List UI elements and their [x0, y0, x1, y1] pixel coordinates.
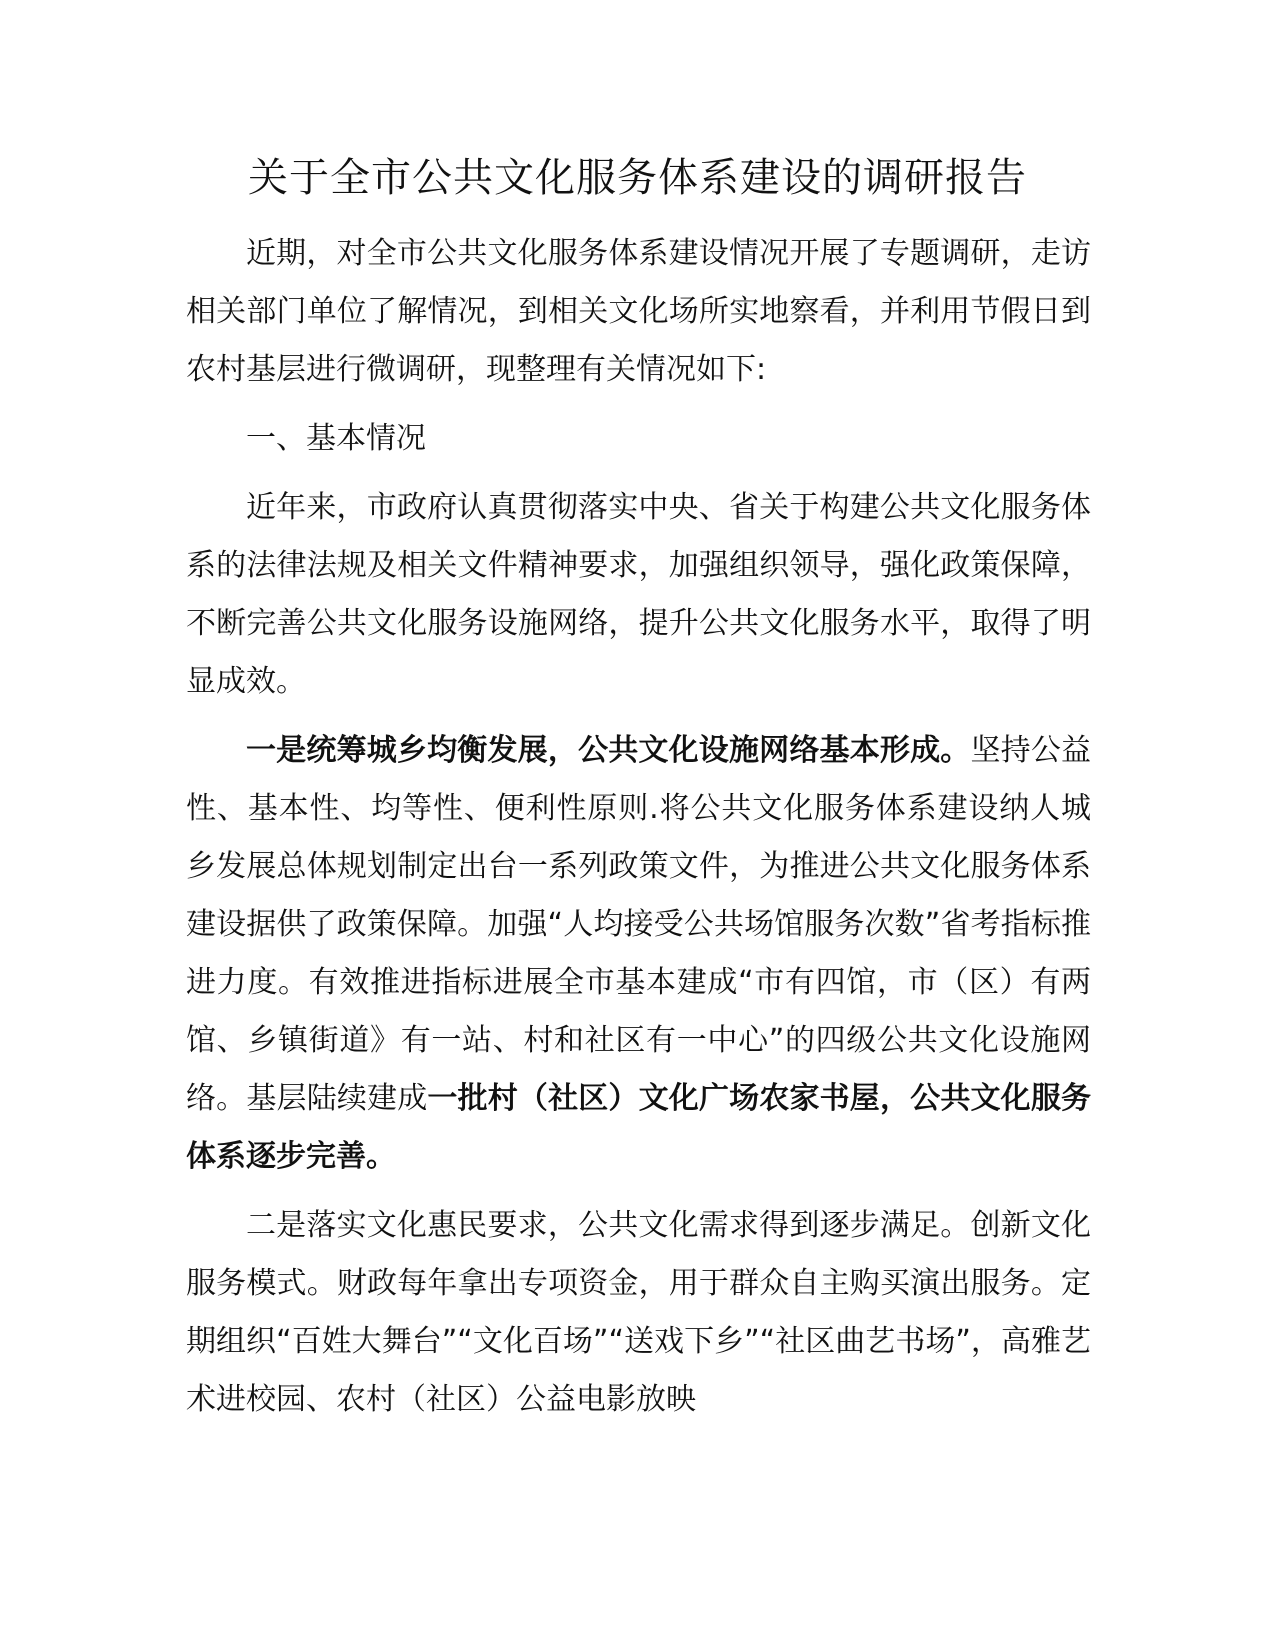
point1-lead: 一是统筹城乡均衡发展，公共文化设施网络基本形成。: [246, 733, 971, 768]
section1-paragraph: 近年来，市政府认真贯彻落实中央、省关于构建公共文化服务体系的法律法规及相关文件精神要求，加强组织领导，强化政策保障，不断完善公共文化服务设施网络，提升公共文化服务水平，取得了明显成效。: [186, 490, 1091, 699]
document-body: [186, 225, 1091, 1440]
document-title: 关于全市公共文化服务体系建设的调研报告: [248, 155, 1027, 201]
point2-lead: 二是落实文化惠民要求，公共文化需求得到逐步满足。: [246, 1208, 971, 1243]
point2-paragraph: [186, 1197, 1091, 1429]
point1-tail: 一批村（社区）文化广场农家书屋，公共文化服务体系逐步完善。: [186, 1081, 1092, 1174]
intro-paragraph: 近期，对全市公共文化服务体系建设情况开展了专题调研，走访相关部门单位了解情况，到相关文化场所实地察看，并利用节假日到农村基层进行微调研，现整理有关情况如下:: [186, 236, 1091, 387]
point1-paragraph: [186, 722, 1091, 1186]
point2-body: 创新文化服务模式。财政每年拿出专项资金，用于群众自主购买演出服务。定期组织“百姓大舞台”“文化百场”“送戏下乡”“社区曲艺书场”，高雅艺术进校园、农村（社区）公益电影放映: [186, 1208, 1092, 1417]
section-heading-basic-situation: 一、基本情况: [246, 421, 426, 456]
point1-body: 坚持公益性、基本性、均等性、便利性原则.将公共文化服务体系建设纳人城乡发展总体规划制定出台一系列政策文件，为推进公共文化服务体系建设据供了政策保障。加强“人均接受公共场馆服务次数”省考指标推进力度。有效推进指标进展全市基本建成“市有四馆，市（区）有两馆、乡镇街道》有一站、村和社区有一中心”的四级公共文化设施网络。基层陆续建成: [186, 733, 1092, 1116]
